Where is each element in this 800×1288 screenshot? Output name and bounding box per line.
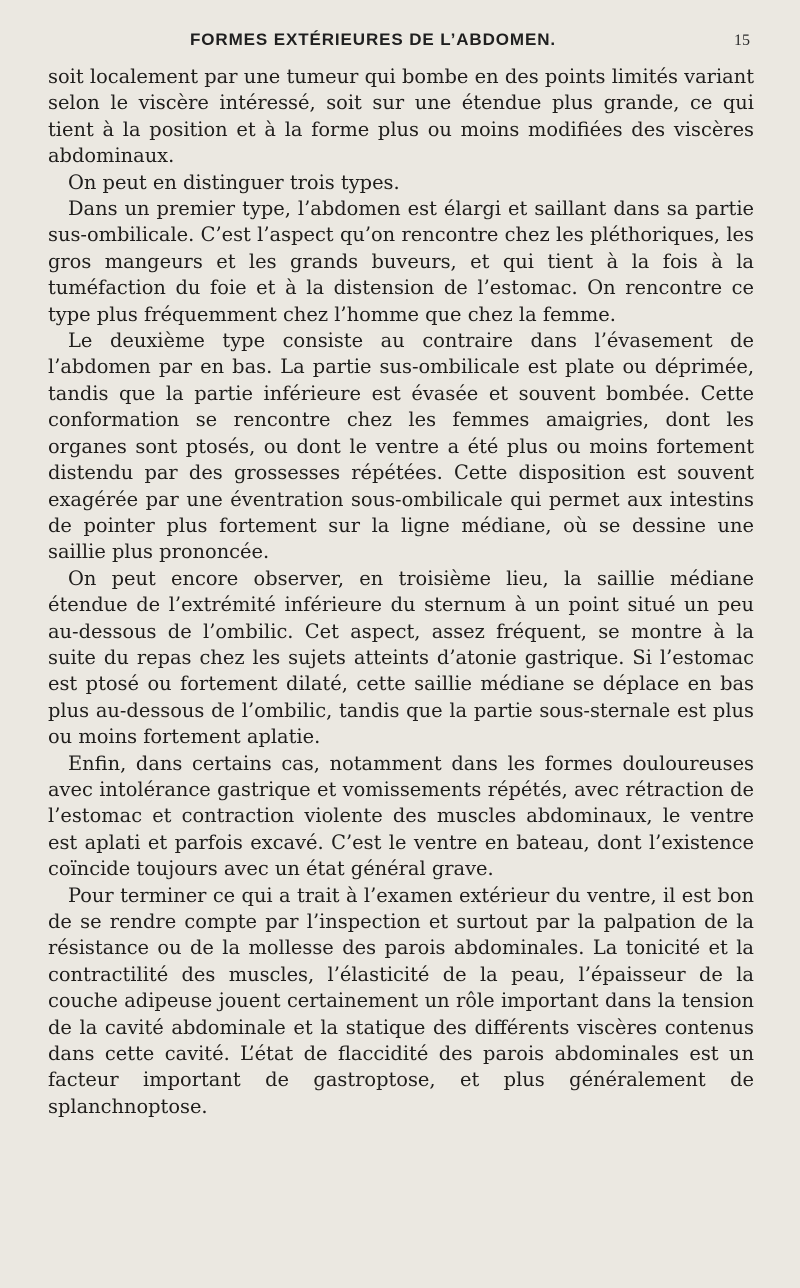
paragraph-second-type: Le deuxième type consiste au contraire dans l’évasement de l’abdomen par en bas. La partie sus-ombilicale est plate ou déprimée, tandis que la partie inférieure est évasée et souvent bombée. Cette conformation se rencontre chez les femmes amaigries, dont les organes sont ptosés, ou dont le ventre a été plus ou moins fortement distendu par des grossesses répétées. Cette disposition est souvent exagérée par une éventration sous-ombilicale qui permet aux intestins de pointer plus fortement sur la ligne médiane, où se dessine une saillie plus prononcée. — [48, 329, 754, 564]
paragraph-continued: soit localement par une tumeur qui bombe en des points limités variant selon le viscère intéressé, soit sur une étendue plus grande, ce qui tient à la position et à la forme plus ou moins modifiées des viscères abdominaux. — [48, 65, 754, 168]
paragraph-conclusion: Pour terminer ce qui a trait à l’examen extérieur du ventre, il est bon de se rendre compte par l’inspection et surtout par la palpation de la résistance ou de la mollesse des parois abdominales. La tonicité et la contractilité des muscles, l’élasticité de la peau, l’épaisseur de la couche adipeuse jouent certainement un rôle important dans la tension de la cavité abdominale et la statique des différents viscères contenus dans cette cavité. L’état de flaccidité des parois abdominales est un facteur important de gastroptose, et plus généralement de splanchnoptose. — [48, 883, 754, 1118]
paragraph-three-types: On peut en distinguer trois types. — [68, 170, 400, 194]
body-text — [48, 64, 754, 1120]
page-number: 15 — [734, 32, 750, 49]
paragraph-first-type: Dans un premier type, l’abdomen est élargi et saillant dans sa partie sus-ombilicale. C’est l’aspect qu’on rencontre chez les pléthoriques, les gros mangeurs et les grands buveurs, et qui tient à la fois à la tuméfaction du foie et à la distension de l’estomac. On rencontre ce type plus fréquemment chez l’homme que chez la femme. — [48, 197, 754, 326]
paragraph-third-type: On peut encore observer, en troisième lieu, la saillie médiane étendue de l’extrémité inférieure du sternum à un point situé un peu au-dessous de l’ombilic. Cet aspect, assez fréquent, se montre à la suite du repas chez les sujets atteints d’atonie gastrique. Si l’estomac est ptosé ou fortement dilaté, cette saillie médiane se déplace en bas plus au-dessous de l’ombilic, tandis que la partie sous-sternale est plus ou moins fortement aplatie. — [48, 566, 754, 749]
page-header — [0, 30, 800, 56]
paragraph-boat-belly: Enfin, dans certains cas, notamment dans les formes douloureuses avec intolérance gastrique et vomissements répétés, avec rétraction de l’estomac et contraction violente des muscles abdominaux, le ventre est aplati et parfois excavé. C’est le ventre en bateau, dont l’existence coïncide toujours avec un état général grave. — [48, 751, 754, 881]
running-head: FORMES EXTÉRIEURES DE L’ABDOMEN. — [190, 30, 557, 49]
